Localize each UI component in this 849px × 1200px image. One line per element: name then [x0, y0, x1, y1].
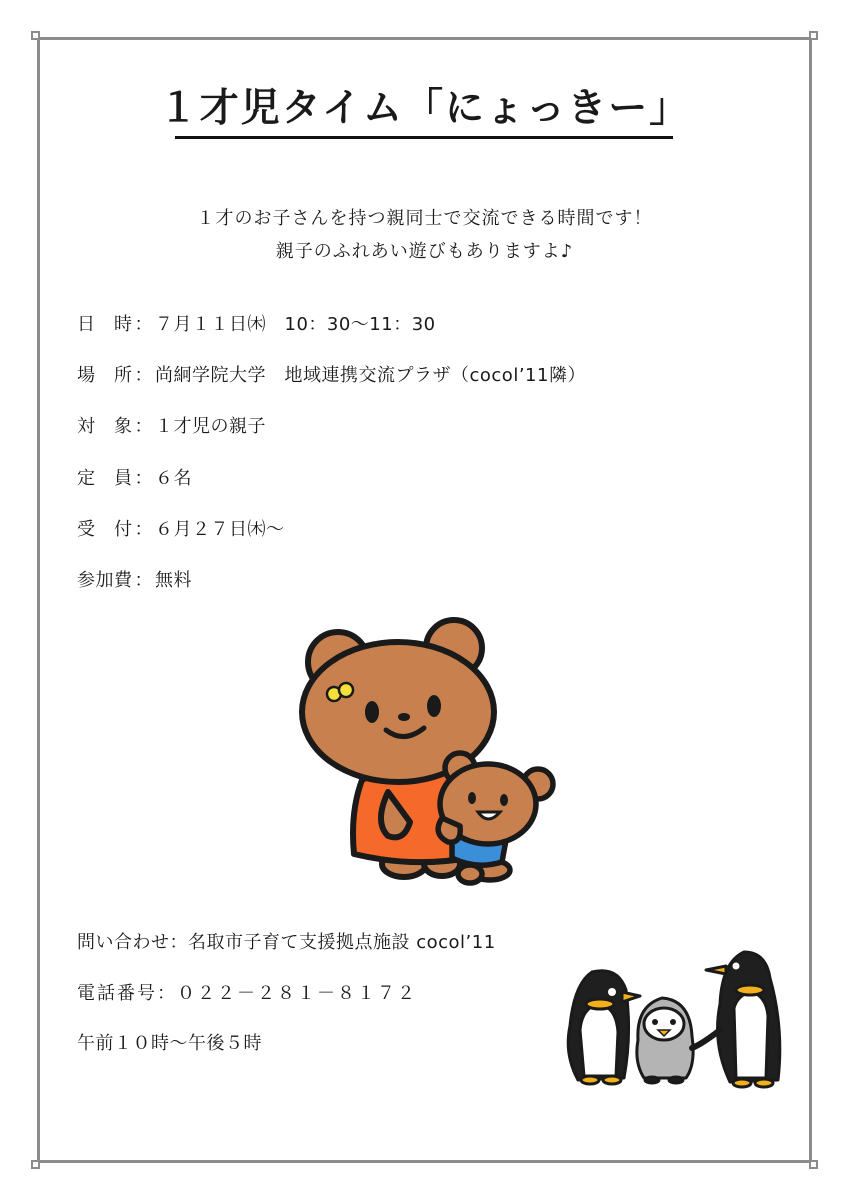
detail-separator: ：	[134, 314, 153, 335]
detail-value: ６名	[155, 468, 192, 489]
title-underline	[175, 136, 673, 139]
detail-label: 日 時	[77, 314, 133, 335]
border-corner	[31, 31, 40, 40]
page-title: １才児タイム「にょっきー」	[158, 86, 691, 131]
detail-value: 無料	[155, 570, 192, 591]
detail-separator: ：	[134, 570, 153, 591]
contact-phone: 電話番号：０２２－２８１－８１７２	[77, 983, 417, 1004]
detail-value: 尚絅学院大学 地域連携交流プラザ（cocol’11隣）	[155, 365, 586, 386]
detail-value: １才児の親子	[155, 416, 266, 437]
detail-label: 場 所	[77, 365, 133, 386]
detail-place	[77, 361, 586, 387]
detail-label: 参加費	[77, 570, 133, 591]
detail-label: 受 付	[77, 519, 133, 540]
detail-value: ６月２７日㈭〜	[155, 519, 285, 540]
detail-separator: ：	[134, 365, 153, 386]
detail-label: 定 員	[77, 468, 133, 489]
detail-fee	[77, 566, 192, 592]
detail-target	[77, 412, 266, 438]
intro-line-1: １才のお子さんを持つ親同士で交流できる時間です！	[196, 208, 653, 229]
detail-capacity	[77, 464, 192, 490]
detail-reception	[77, 515, 285, 541]
detail-separator: ：	[134, 519, 153, 540]
contact-inquiry: 問い合わせ：名取市子育て支援拠点施設 cocol’11	[77, 932, 496, 953]
detail-separator: ：	[134, 468, 153, 489]
detail-value: ７月１１日㈭ 10：30〜11：30	[155, 314, 436, 335]
intro-line-2: 親子のふれあい遊びもありますよ♪	[275, 241, 574, 262]
border-corner	[31, 1160, 40, 1169]
border-corner	[809, 1160, 818, 1169]
penguin-illustration	[552, 944, 792, 1089]
detail-label: 対 象	[77, 416, 133, 437]
bear-illustration	[292, 612, 558, 892]
contact-hours: 午前１０時〜午後５時	[77, 1033, 262, 1054]
detail-separator: ：	[134, 416, 153, 437]
border-corner	[809, 31, 818, 40]
detail-datetime	[77, 310, 436, 336]
